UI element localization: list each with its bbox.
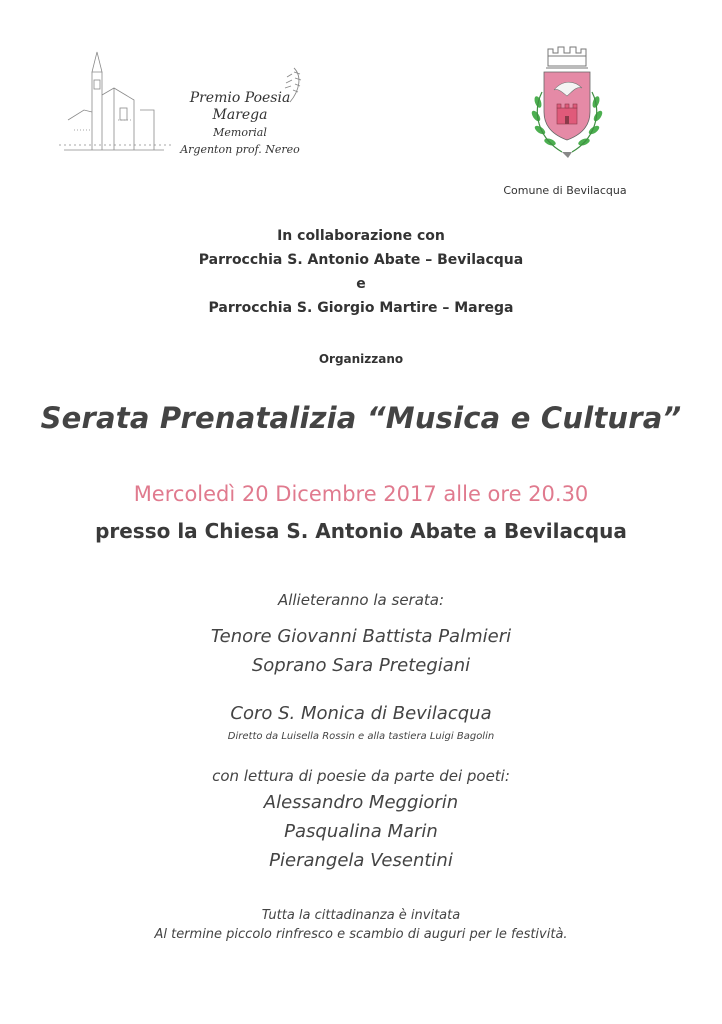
parish-bevilacqua: Parrocchia S. Antonio Abate – Bevilacqua xyxy=(198,252,524,268)
event-place: presso la Chiesa S. Antonio Abate a Bevilacqua xyxy=(95,519,627,543)
collaboration-block xyxy=(0,224,722,320)
premio-title: Premio Poesia Marega xyxy=(189,90,291,123)
comune-label: Comune di Bevilacqua xyxy=(503,184,627,197)
performer-soprano: Soprano Sara Pretegiani xyxy=(251,655,471,676)
poet-name: Pasqualina Marin xyxy=(284,821,438,842)
organize-label: Organizzano xyxy=(318,352,404,366)
footer-invitation: Tutta la cittadinanza è invitata xyxy=(261,908,461,923)
poets-intro: con lettura di poesie da parte dei poeti: xyxy=(212,767,510,785)
conjunction: e xyxy=(356,276,366,292)
collaboration-intro: In collaborazione con xyxy=(277,228,445,244)
premio-dedication: Argenton prof. Nereo xyxy=(180,143,300,156)
poet-name: Pierangela Vesentini xyxy=(269,850,453,871)
premio-memorial: Memorial xyxy=(213,126,267,139)
performer-tenor: Tenore Giovanni Battista Palmieri xyxy=(210,626,512,647)
performer-choir: Coro S. Monica di Bevilacqua xyxy=(230,703,492,724)
footer-refreshment: Al termine piccolo rinfresco e scambio di auguri per le festività. xyxy=(154,927,568,942)
comune-crest-icon xyxy=(524,42,610,166)
choir-note: Diretto da Luisella Rossin e alla tastiera Luigi Bagolin xyxy=(227,731,495,742)
poet-name: Alessandro Meggiorin xyxy=(263,792,459,813)
premio-logo-text xyxy=(165,90,315,158)
event-title: Serata Prenatalizia “Musica e Cultura” xyxy=(40,401,682,435)
event-date: Mercoledì 20 Dicembre 2017 alle ore 20.30 xyxy=(133,482,589,506)
footer-block xyxy=(0,906,722,944)
parish-marega: Parrocchia S. Giorgio Martire – Marega xyxy=(208,300,514,316)
performers-intro: Allieteranno la serata: xyxy=(277,591,445,609)
